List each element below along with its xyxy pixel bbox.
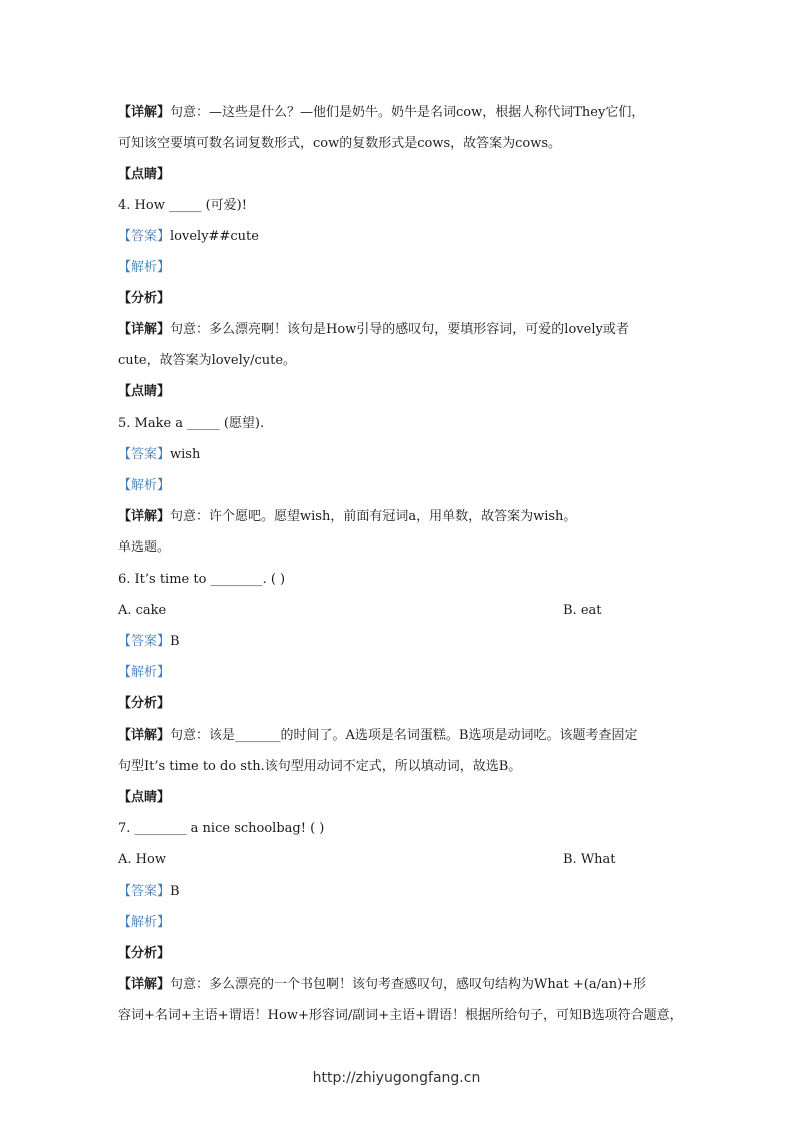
section-tag: 【详解】 [118, 728, 171, 743]
section-tag: 【详解】 [118, 322, 171, 337]
text-line: 容词+名词+主语+谓语！How+形容词/副词+主语+谓语！根据所给句子，可知B选项符合题意， [118, 1008, 683, 1023]
answer-line [118, 446, 681, 464]
options-row [118, 851, 681, 869]
text-line [118, 727, 681, 745]
answer-tag: 【答案】 [118, 634, 171, 649]
answer-line [118, 633, 681, 651]
question-5: 5. Make a _____ (愿望). [118, 416, 265, 431]
text-line: 句型It’s time to do sth.该句型用动词不定式，所以填动词，故选B。 [118, 759, 522, 774]
section-tag: 【详解】 [118, 977, 171, 992]
section-tag: 【点睛】 [118, 167, 171, 182]
option-b: B. What [563, 852, 616, 867]
section-tag: 【分析】 [118, 946, 171, 961]
option-b: B. eat [563, 603, 602, 618]
section-tag: 【分析】 [118, 291, 171, 306]
text-line: cute，故答案为lovely/cute。 [118, 353, 297, 368]
analysis-tag: 【解析】 [118, 665, 171, 680]
answer-line [118, 883, 681, 901]
line-text: 句意：许个愿吧。愿望wish，前面有冠词a，用单数，故答案为wish。 [170, 509, 577, 524]
analysis-tag: 【解析】 [118, 915, 171, 930]
answer-tag: 【答案】 [118, 229, 171, 244]
section-heading: 单选题。 [118, 540, 171, 555]
line-text: 句意：多么漂亮的一个书包啊！该句考查感叹句，感叹句结构为What +(a/an)+形 [170, 977, 647, 992]
answer-line [118, 228, 681, 246]
analysis-tag: 【解析】 [118, 260, 171, 275]
line-text: 句意：多么漂亮啊！该句是How引导的感叹句，要填形容词，可爱的lovely或者 [170, 322, 629, 337]
answer-text: wish [170, 447, 201, 462]
line-text: 句意：—这些是什么？—他们是奶牛。奶牛是名词cow，根据人称代词They它们， [170, 105, 645, 120]
text-line: 可知该空要填可数名词复数形式，cow的复数形式是cows，故答案为cows。 [118, 136, 562, 151]
line-text: 句意：该是_______的时间了。A选项是名词蛋糕。B选项是动词吃。该题考查固定 [170, 728, 638, 743]
section-tag: 【详解】 [118, 105, 171, 120]
answer-text: B [170, 884, 180, 899]
answer-text: lovely##cute [170, 229, 259, 244]
text-line [118, 976, 681, 994]
question-4: 4. How _____ (可爱)! [118, 198, 247, 213]
analysis-tag: 【解析】 [118, 478, 171, 493]
answer-tag: 【答案】 [118, 884, 171, 899]
option-a: A. How [118, 852, 166, 867]
question-7: 7. ________ a nice schoolbag! ( ) [118, 821, 325, 836]
answer-text: B [170, 634, 180, 649]
footer-url[interactable]: http://zhiyugongfang.cn [312, 1070, 481, 1086]
text-line [118, 508, 681, 526]
section-tag: 【分析】 [118, 696, 171, 711]
text-line [118, 321, 681, 339]
question-6: 6. It’s time to ________. ( ) [118, 572, 286, 587]
section-tag: 【点睛】 [118, 790, 171, 805]
option-a: A. cake [118, 603, 167, 618]
section-tag: 【详解】 [118, 509, 171, 524]
answer-tag: 【答案】 [118, 447, 171, 462]
options-row [118, 602, 681, 620]
section-tag: 【点睛】 [118, 384, 171, 399]
text-line [118, 104, 681, 122]
